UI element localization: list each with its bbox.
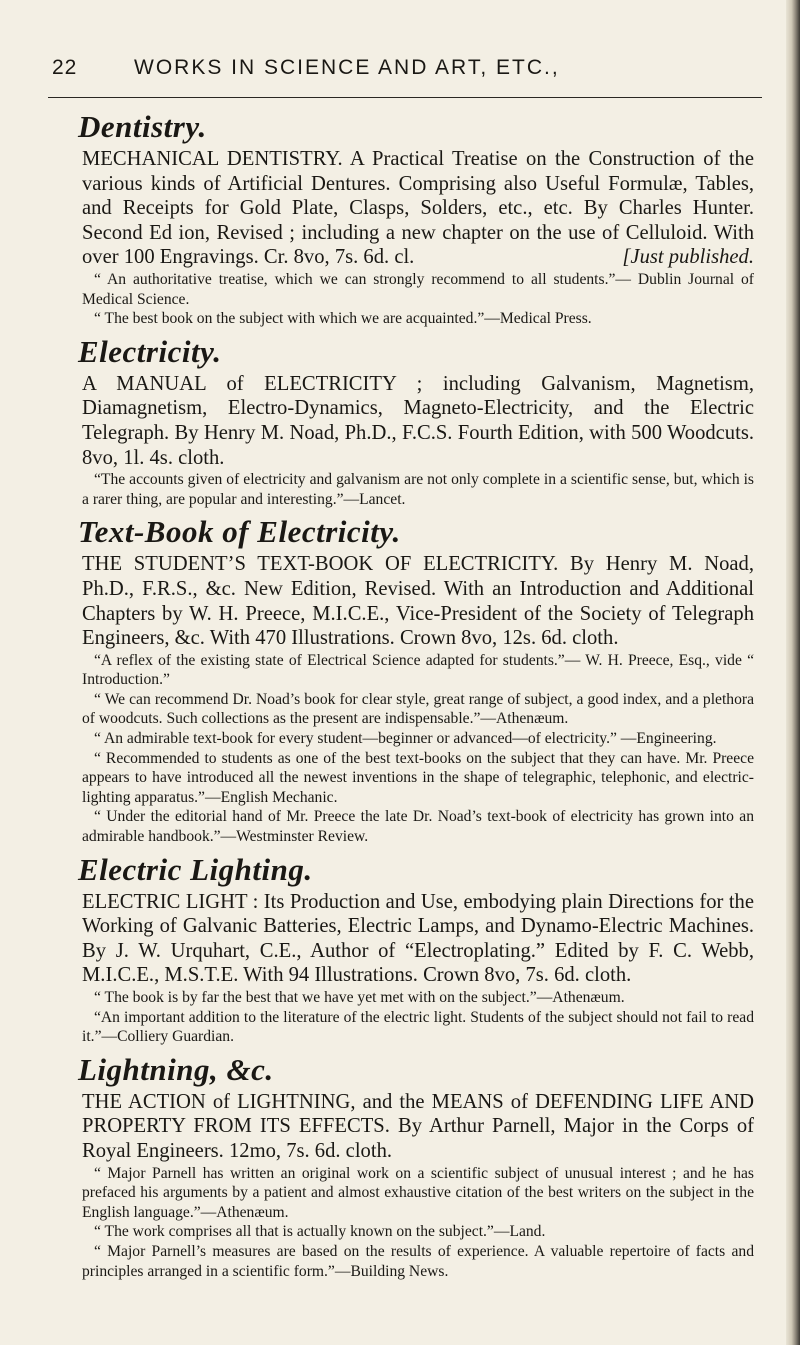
section-text-book-of-electricity [78, 513, 754, 846]
publication-flag: [Just published. [622, 246, 754, 269]
section-heading: Dentistry. [78, 109, 207, 144]
book-entry: ELECTRIC LIGHT : Its Production and Use, embodying plain Directions for the Working of Galvanic Batteries, Electric Lamps, and Dynamo-Electric Machines. By J. W. Urquhart, C.E., Author of “Electroplating.” Edited by F. C. Webb, M.I.C.E., M.S.T.E. With 94 Illustrations. Crown 8vo, 7s. 6d. cloth. [82, 890, 754, 987]
review-quote: “ Major Parnell has written an original work on a scientific subject of unusual interest ; and he has prefaced his arguments by a patient and almost exhaustive citation of the best writers on the subject in the English language.”—Athenæum. [82, 1164, 754, 1221]
review-quote: “An important addition to the literature of the electric light. Students of the subject should not fail to read it.”—Colliery Guardian. [82, 1008, 754, 1046]
section-heading: Text-Book of Electricity. [78, 514, 401, 550]
review-quote: “ Major Parnell’s measures are based on the results of experience. A valuable repertoire of facts and principles arranged in a scientific form.”—Building News. [82, 1242, 754, 1280]
page-number: 22 [52, 56, 78, 79]
review-quote: “The accounts given of electricity and galvanism are not only complete in a scientific sense, but, which is a rarer thing, are popular and interesting.”—Lancet. [82, 471, 754, 508]
review-quote: “ The best book on the subject with which we are acquainted.”—Medical Press. [94, 310, 592, 328]
page-edge-shadow [786, 0, 800, 1345]
section-electric-lighting [78, 851, 754, 1047]
book-entry: A MANUAL of ELECTRICITY ; including Galvanism, Magnetism, Diamagnetism, Electro-Dynamics, Magneto-Electricity, and the Electric Telegraph. By Henry M. Noad, Ph.D., F.C.S. Fourth Edition, with 500 Woodcuts. 8vo, 1l. 4s. cloth. [82, 372, 754, 469]
running-head: WORKS IN SCIENCE AND ART, ETC., [134, 56, 560, 79]
section-heading: Electricity. [78, 333, 222, 369]
catalogue-content [78, 104, 754, 1281]
review-quote: “ An admirable text-book for every student—beginner or advanced—of electricity.” —Engineering. [94, 730, 717, 748]
review-quote: “A reflex of the existing state of Electrical Science adapted for students.”— W. H. Preece, Esq., vide “ Introduction.” [82, 651, 754, 689]
review-quote: “ Recommended to students as one of the best text-books on the subject that they can have. Mr. Preece appears to have introduced all the newest inventions in the shape of telegraphic, telephonic, and electric-lighting apparatus.”—English Mechanic. [82, 749, 754, 806]
review-quote: “ Under the editorial hand of Mr. Preece the late Dr. Noad’s text-book of electricity has grown into an admirable handbook.”—Westminster Review. [82, 808, 754, 846]
section-electricity [78, 333, 754, 510]
section-heading: Electric Lighting. [78, 851, 313, 887]
page-header [48, 56, 766, 96]
book-entry: THE ACTION of LIGHTNING, and the MEANS of DEFENDING LIFE AND PROPERTY FROM ITS EFFECTS. By Arthur Parnell, Major in the Corps of Royal Engineers. 12mo, 7s. 6d. cloth. [82, 1090, 754, 1162]
section-dentistry [78, 108, 754, 329]
section-heading: Lightning, &c. [78, 1051, 274, 1087]
book-entry: THE STUDENT’S TEXT-BOOK OF ELECTRICITY. By Henry M. Noad, Ph.D., F.R.S., &c. New Edition, Revised. With an Introduction and Additional Chapters by W. H. Preece, M.I.C.E., Vice-President of the Society of Telegraph Engineers, &c. With 470 Illustrations. Crown 8vo, 12s. 6d. cloth. [82, 553, 754, 650]
header-rule [48, 97, 762, 98]
review-quote: “ An authoritative treatise, which we can strongly recommend to all students.”— Dublin Journal of Medical Science. [82, 270, 754, 308]
book-entry [82, 147, 754, 270]
entry-text: MECHANICAL DENTISTRY. A Practical Treatise on the Construction of the various kinds of Artificial Dentures. Comprising also Useful Formulæ, Tables, and Receipts for Gold Plate, Clasps, Solders, etc., etc. By Charles Hunter. Second Ed ion, Revised ; including a new chapter on the use of Celluloid. With over 100 Engravings. Cr. 8vo, 7s. 6d. cl. [82, 148, 754, 269]
review-quote: “ The work comprises all that is actually known on the subject.”—Land. [94, 1223, 546, 1241]
review-quote: “ We can recommend Dr. Noad’s book for clear style, great range of subject, a good index, and a plethora of woodcuts. Such collections as the present are indispensable.”—Athenæum. [82, 690, 754, 728]
section-lightning [78, 1051, 754, 1281]
review-quote: “ The book is by far the best that we have yet met with on the subject.”—Athenæum. [94, 989, 625, 1006]
